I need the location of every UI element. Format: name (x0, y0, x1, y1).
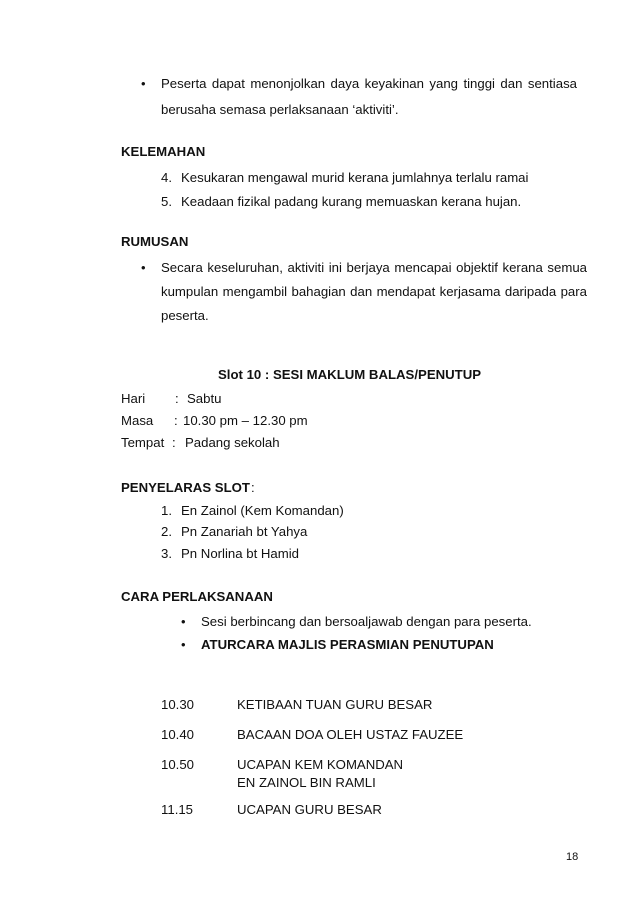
bullet-icon: • (181, 637, 186, 652)
penyelaras-heading: PENYELARAS SLOT (121, 480, 250, 495)
schedule-time: 10.30 (161, 697, 195, 712)
penyelaras-item-text: Pn Norlina bt Hamid (181, 546, 300, 561)
rumusan-heading: RUMUSAN (121, 234, 189, 249)
penyelaras-item-text: En Zainol (Kem Komandan) (181, 503, 344, 518)
schedule-desc: KETIBAAN TUAN GURU BESAR (237, 697, 433, 712)
info-label-hari: Hari (121, 391, 146, 406)
penyelaras-item-num: 2. (161, 524, 172, 539)
schedule-time: 11.15 (161, 802, 194, 817)
info-label-tempat: Tempat (121, 435, 165, 450)
intro-bullet-line1: Peserta dapat menonjolkan daya keyakinan yang tinggi dan sentiasa (161, 76, 577, 91)
info-sep: : (172, 435, 176, 450)
rumusan-line1: Secara keseluruhan, aktiviti ini berjaya mencapai objektif kerana semua (161, 260, 587, 275)
cara-item: Sesi berbincang dan bersoaljawab dengan para peserta. (201, 614, 532, 629)
penyelaras-item-num: 3. (161, 546, 172, 561)
schedule-desc: UCAPAN GURU BESAR (237, 802, 382, 817)
penyelaras-item-text: Pn Zanariah bt Yahya (181, 524, 308, 539)
kelemahan-item-text: Kesukaran mengawal murid kerana jumlahnya terlalu ramai (181, 170, 529, 185)
intro-bullet-line2: berusaha semasa perlaksanaan ‘aktiviti’. (161, 102, 399, 117)
schedule-time: 10.50 (161, 757, 195, 772)
info-sep: : (174, 413, 178, 428)
info-label-masa: Masa (121, 413, 154, 428)
bullet-icon: • (141, 76, 146, 91)
penyelaras-item-num: 1. (161, 503, 172, 518)
info-value-hari: Sabtu (187, 391, 222, 406)
info-value-tempat: Padang sekolah (185, 435, 280, 450)
kelemahan-item-num: 5. (161, 194, 172, 209)
schedule-desc: UCAPAN KEM KOMANDAN (237, 757, 404, 772)
kelemahan-item-text: Keadaan fizikal padang kurang memuaskan kerana hujan. (181, 194, 522, 209)
info-value-masa: 10.30 pm – 12.30 pm (183, 413, 308, 428)
cara-item-aturcara: ATURCARA MAJLIS PERASMIAN PENUTUPAN (201, 637, 494, 652)
bullet-icon: • (181, 614, 186, 629)
schedule-desc: BACAAN DOA OLEH USTAZ FAUZEE (237, 727, 464, 742)
schedule-time: 10.40 (161, 727, 195, 742)
cara-heading: CARA PERLAKSANAAN (121, 589, 273, 604)
bullet-icon: • (141, 260, 146, 275)
rumusan-line2: kumpulan mengambil bahagian dan mendapat kerjasama daripada para (161, 284, 587, 299)
page-number: 18 (566, 851, 579, 863)
rumusan-line3: peserta. (161, 308, 209, 323)
schedule-desc-line2: EN ZAINOL BIN RAMLI (237, 775, 376, 790)
kelemahan-heading: KELEMAHAN (121, 144, 206, 159)
slot-title: Slot 10 : SESI MAKLUM BALAS/PENUTUP (218, 367, 482, 382)
kelemahan-item-num: 4. (161, 170, 172, 185)
penyelaras-colon: : (251, 480, 255, 495)
info-sep: : (175, 391, 179, 406)
